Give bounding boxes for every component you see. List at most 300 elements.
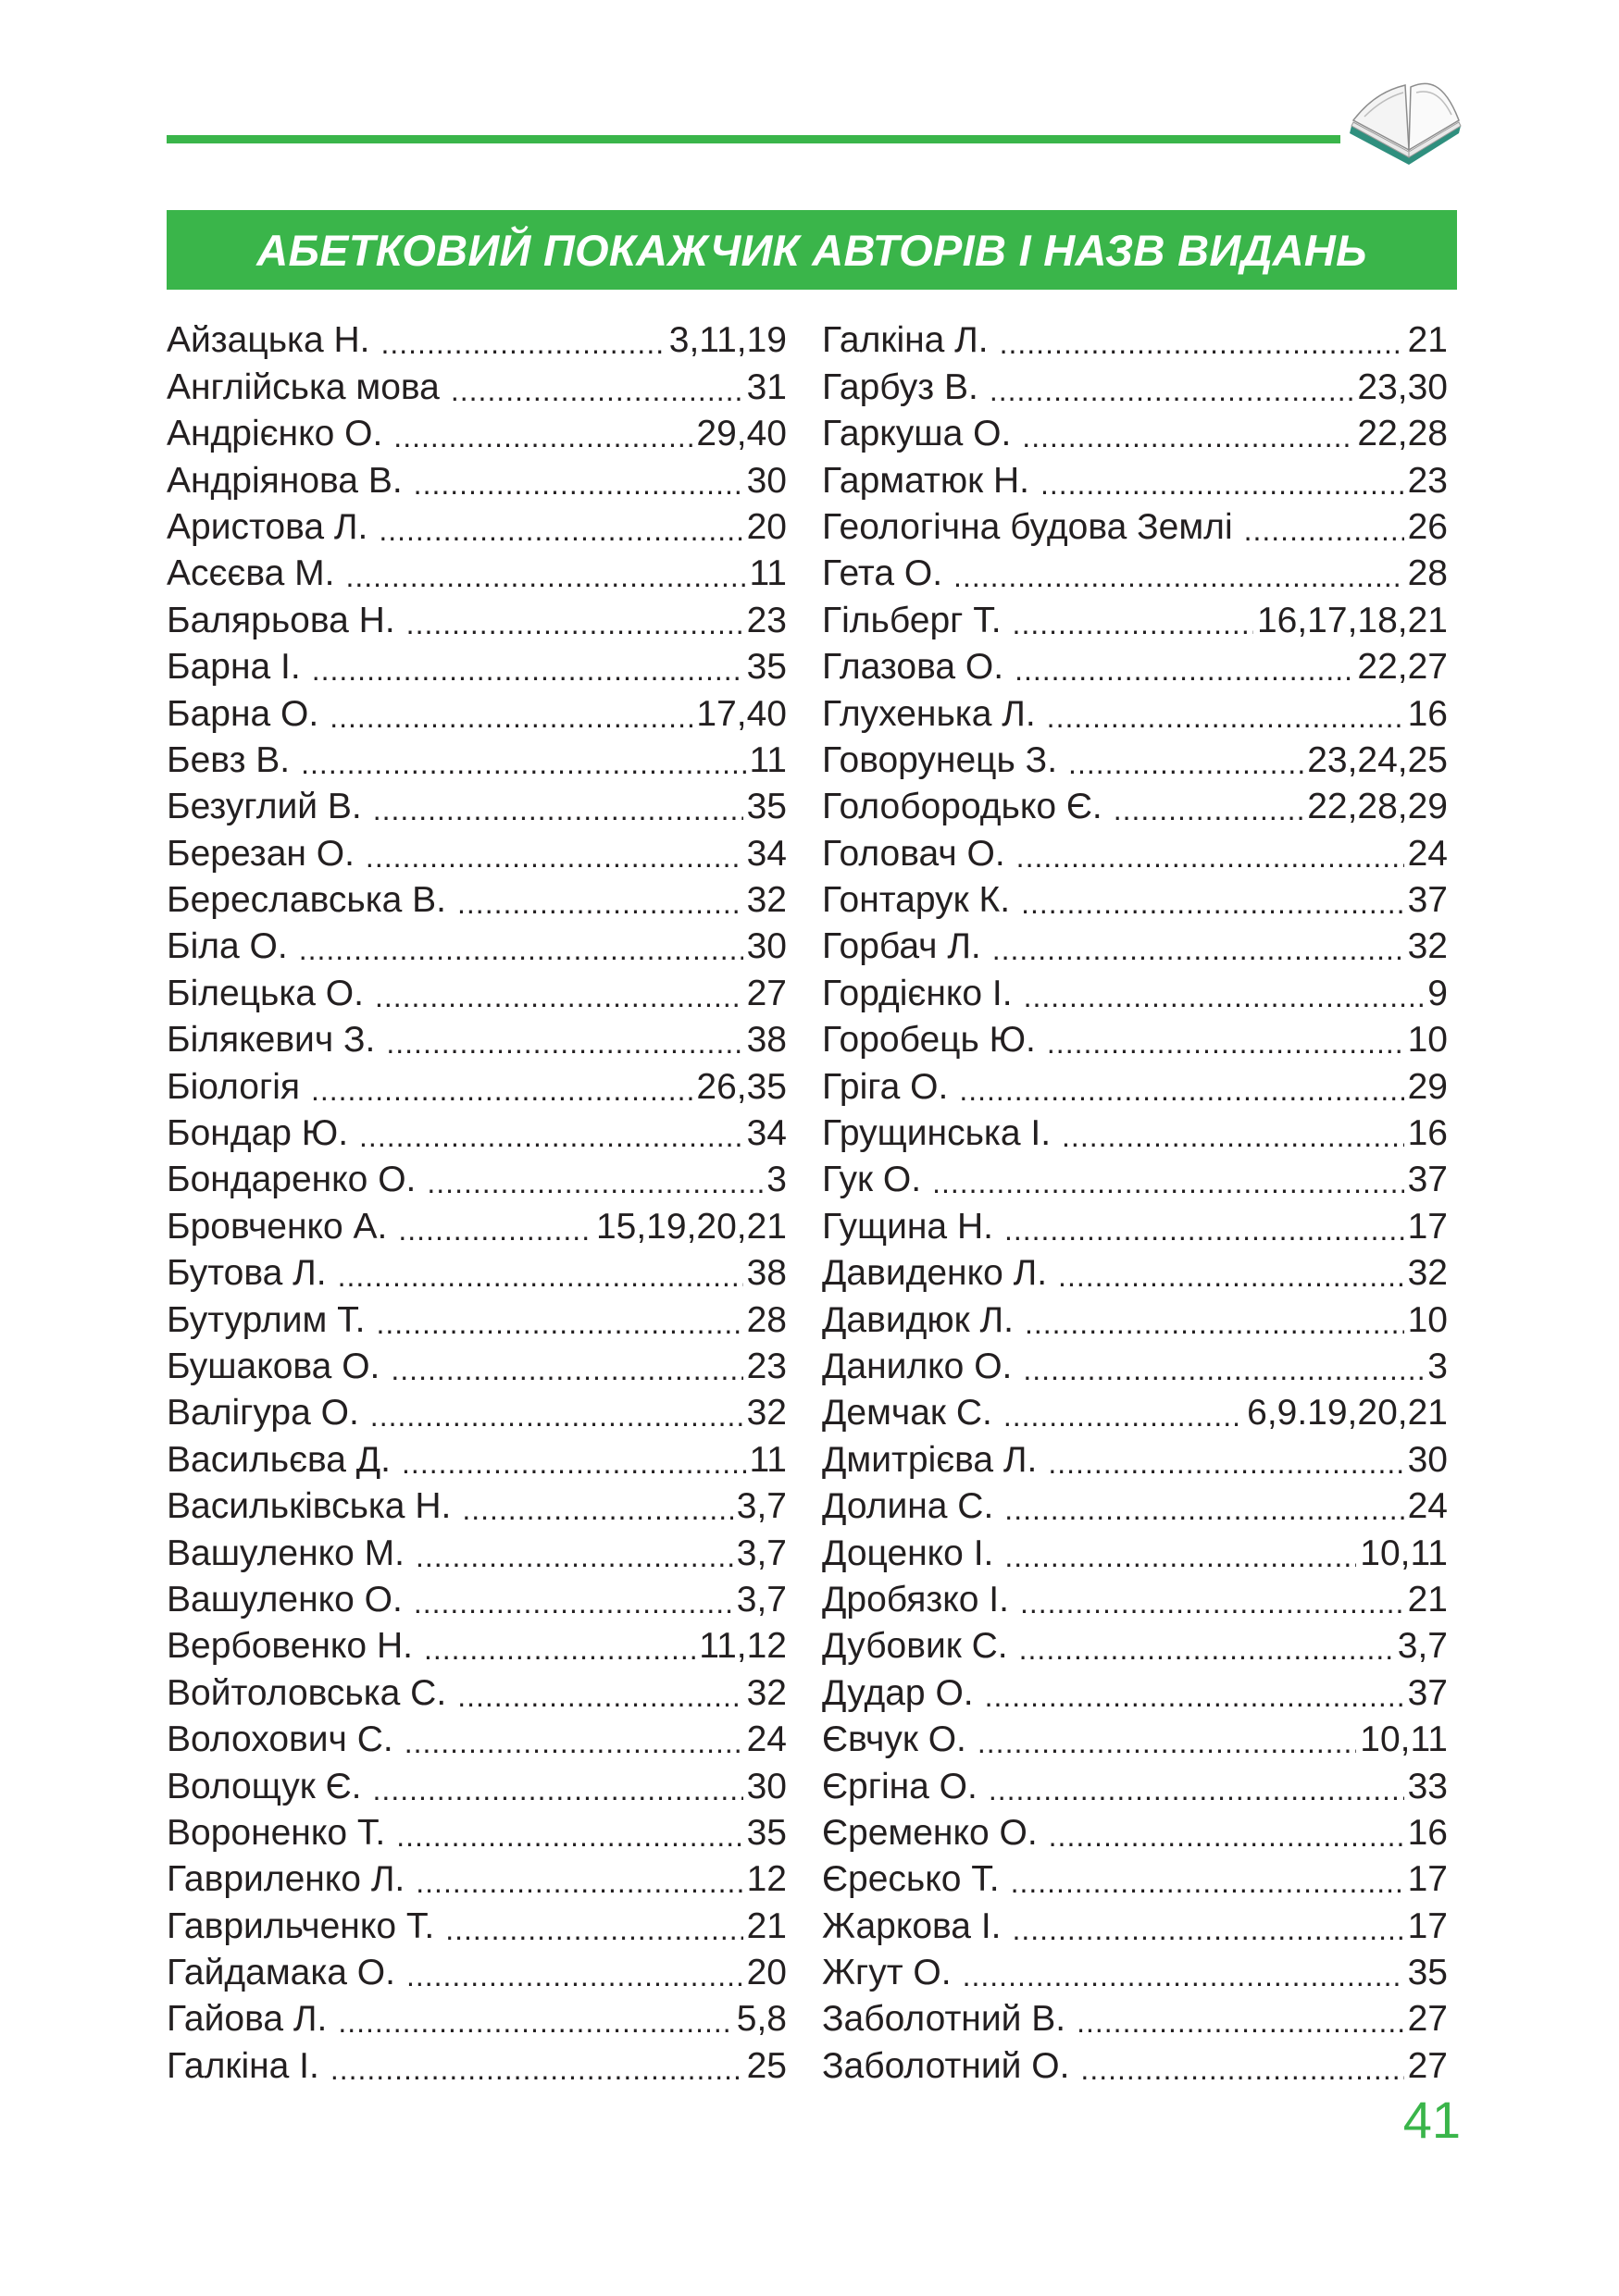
entry-pages: 20 bbox=[746, 1953, 787, 1993]
entry-name: Бушакова О. bbox=[167, 1346, 380, 1386]
entry-name: Демчак С. bbox=[822, 1393, 992, 1433]
entry-name: Єргіна О. bbox=[822, 1766, 978, 1806]
dot-leader bbox=[1114, 789, 1303, 830]
index-entry bbox=[167, 597, 787, 643]
index-entry bbox=[822, 1483, 1448, 1530]
entry-name: Галкіна І. bbox=[167, 2045, 319, 2086]
index-entry bbox=[167, 644, 787, 690]
dot-leader bbox=[396, 1816, 742, 1856]
index-entry bbox=[167, 738, 787, 784]
dot-leader bbox=[391, 1349, 742, 1390]
dot-leader bbox=[311, 1070, 692, 1111]
entry-name: Гонтарук К. bbox=[822, 880, 1011, 921]
entry-name: Дубовик С. bbox=[822, 1626, 1008, 1667]
dot-leader bbox=[978, 1722, 1356, 1763]
entry-name: Геологічна будова Землі bbox=[822, 506, 1233, 547]
entry-name: Аристова Л. bbox=[167, 506, 368, 547]
entry-name: Головач О. bbox=[822, 833, 1005, 874]
index-entry bbox=[167, 2042, 787, 2089]
entry-pages: 30 bbox=[1407, 1439, 1448, 1480]
index-entry bbox=[167, 1436, 787, 1483]
entry-pages: 3,7 bbox=[736, 1533, 787, 1573]
entry-pages: 34 bbox=[746, 1113, 787, 1154]
index-entry bbox=[167, 1810, 787, 1856]
entry-name: Глазова О. bbox=[822, 647, 1004, 688]
dot-leader bbox=[990, 370, 1354, 411]
index-entry bbox=[822, 1577, 1448, 1623]
entry-name: Гарбуз В. bbox=[822, 366, 978, 407]
entry-pages: 23,24,25 bbox=[1307, 739, 1448, 780]
entry-name: Барна І. bbox=[167, 647, 301, 688]
dot-leader bbox=[414, 1582, 733, 1623]
dot-leader bbox=[1013, 603, 1253, 644]
entry-name: Вашуленко М. bbox=[167, 1533, 405, 1573]
index-entry bbox=[822, 1344, 1448, 1390]
entry-name: Барна О. bbox=[167, 693, 319, 734]
index-entry bbox=[167, 1530, 787, 1576]
dot-leader bbox=[1019, 1629, 1394, 1669]
index-entry bbox=[167, 1669, 787, 1716]
dot-leader bbox=[1022, 416, 1353, 457]
dot-leader bbox=[1049, 1816, 1404, 1856]
dot-leader bbox=[963, 1955, 1404, 1996]
entry-name: Горобець Ю. bbox=[822, 1020, 1036, 1061]
dot-leader bbox=[338, 1256, 743, 1297]
entry-name: Гордієнко І. bbox=[822, 973, 1013, 1013]
entry-name: Андрієнко О. bbox=[167, 414, 383, 454]
entry-name: Береславська В. bbox=[167, 880, 447, 921]
index-entry bbox=[822, 317, 1448, 364]
dot-leader bbox=[989, 1769, 1404, 1810]
index-entry bbox=[822, 1903, 1448, 1949]
dot-leader bbox=[1020, 1582, 1404, 1623]
entry-pages: 20 bbox=[746, 506, 787, 547]
entry-name: Гаркуша О. bbox=[822, 414, 1012, 454]
index-entry bbox=[822, 830, 1448, 876]
index-entry bbox=[822, 1436, 1448, 1483]
dot-leader bbox=[1025, 1303, 1404, 1344]
entry-pages: 3,7 bbox=[736, 1579, 787, 1620]
index-entry bbox=[822, 504, 1448, 551]
entry-name: Дудар О. bbox=[822, 1672, 974, 1713]
entry-pages: 25 bbox=[746, 2045, 787, 2086]
entry-pages: 30 bbox=[746, 460, 787, 501]
dot-leader bbox=[427, 1162, 763, 1203]
entry-name: Доценко І. bbox=[822, 1533, 994, 1573]
entry-pages: 23 bbox=[746, 600, 787, 640]
index-entry bbox=[822, 1530, 1448, 1576]
entry-pages: 37 bbox=[1407, 880, 1448, 921]
entry-pages: 11,12 bbox=[699, 1626, 787, 1667]
dot-leader bbox=[301, 743, 745, 784]
entry-name: Волощук Є. bbox=[167, 1766, 362, 1806]
dot-leader bbox=[1004, 1489, 1403, 1530]
entry-pages: 35 bbox=[1407, 1953, 1448, 1993]
dot-leader bbox=[345, 556, 745, 597]
entry-name: Березан О. bbox=[167, 833, 355, 874]
dot-leader bbox=[373, 789, 743, 830]
dot-leader bbox=[1058, 1256, 1404, 1297]
index-entry bbox=[822, 1856, 1448, 1903]
dot-leader bbox=[414, 464, 743, 504]
entry-name: Валігура О. bbox=[167, 1393, 359, 1433]
dot-leader bbox=[1062, 1116, 1404, 1157]
dot-leader bbox=[416, 1536, 733, 1577]
entry-name: Бондаренко О. bbox=[167, 1160, 417, 1200]
index-entry bbox=[822, 1810, 1448, 1856]
entry-name: Вашуленко О. bbox=[167, 1579, 403, 1620]
dot-leader bbox=[1004, 1210, 1404, 1250]
entry-name: Балярьова Н. bbox=[167, 600, 395, 640]
entry-name: Галкіна Л. bbox=[822, 320, 989, 361]
entry-pages: 11 bbox=[749, 1439, 787, 1480]
index-entry bbox=[167, 457, 787, 503]
entry-name: Бутурлим Т. bbox=[167, 1299, 366, 1340]
entry-name: Біла О. bbox=[167, 926, 288, 967]
page-number: 41 bbox=[1402, 2091, 1461, 2149]
dot-leader bbox=[1068, 743, 1303, 784]
entry-pages: 16 bbox=[1407, 1113, 1448, 1154]
entry-pages: 10,11 bbox=[1360, 1719, 1448, 1760]
entry-name: Вороненко Т. bbox=[167, 1812, 386, 1853]
index-entry bbox=[822, 411, 1448, 457]
dot-leader bbox=[457, 1676, 742, 1717]
index-entry bbox=[822, 877, 1448, 924]
dot-leader bbox=[451, 370, 743, 411]
dot-leader bbox=[1011, 1862, 1404, 1903]
index-entry bbox=[167, 364, 787, 410]
entry-pages: 23 bbox=[746, 1346, 787, 1386]
dot-leader bbox=[1047, 697, 1404, 738]
dot-leader bbox=[379, 510, 742, 551]
index-entry bbox=[167, 924, 787, 970]
entry-name: Глухенька Л. bbox=[822, 693, 1036, 734]
entry-name: Гріга О. bbox=[822, 1066, 949, 1107]
dot-leader bbox=[359, 1116, 743, 1157]
index-entry bbox=[167, 1763, 787, 1809]
entry-name: Волохович С. bbox=[167, 1719, 393, 1760]
index-entry bbox=[167, 1950, 787, 1996]
dot-leader bbox=[375, 976, 743, 1017]
dot-leader bbox=[330, 697, 692, 738]
entry-pages: 3 bbox=[1427, 1346, 1448, 1386]
entry-name: Гайдамака О. bbox=[167, 1953, 395, 1993]
entry-name: Біологія bbox=[167, 1066, 300, 1107]
entry-pages: 21 bbox=[1407, 320, 1448, 361]
dot-leader bbox=[1016, 837, 1404, 877]
entry-name: Гайова Л. bbox=[167, 1999, 328, 2040]
entry-name: Гук О. bbox=[822, 1160, 922, 1200]
entry-pages: 5,8 bbox=[736, 1999, 787, 2040]
index-entry bbox=[167, 1390, 787, 1436]
entry-pages: 37 bbox=[1407, 1160, 1448, 1200]
index-entry bbox=[167, 1483, 787, 1530]
index-entry bbox=[167, 970, 787, 1016]
entry-name: Васильківська Н. bbox=[167, 1486, 452, 1527]
entry-pages: 3,7 bbox=[736, 1486, 787, 1527]
entry-name: Айзацька Н. bbox=[167, 320, 370, 361]
dot-leader bbox=[416, 1862, 742, 1903]
entry-name: Заболотний О. bbox=[822, 2045, 1070, 2086]
dot-leader bbox=[1244, 510, 1404, 551]
entry-pages: 30 bbox=[746, 926, 787, 967]
index-entry bbox=[167, 1903, 787, 1949]
index-entry bbox=[822, 690, 1448, 737]
dot-leader bbox=[959, 1070, 1403, 1111]
entry-pages: 16 bbox=[1407, 1812, 1448, 1853]
entry-name: Заболотний В. bbox=[822, 1999, 1066, 2040]
index-entry bbox=[167, 877, 787, 924]
dot-leader bbox=[1015, 650, 1353, 690]
entry-pages: 29,40 bbox=[696, 414, 787, 454]
index-entry bbox=[167, 784, 787, 830]
entry-name: Васильєва Д. bbox=[167, 1439, 392, 1480]
index-entry bbox=[167, 830, 787, 876]
index-entry bbox=[167, 1717, 787, 1763]
entry-pages: 17 bbox=[1407, 1206, 1448, 1247]
entry-pages: 17,40 bbox=[696, 693, 787, 734]
open-book-icon bbox=[1344, 68, 1464, 170]
index-entry bbox=[822, 457, 1448, 503]
index-entry bbox=[822, 1250, 1448, 1297]
entry-name: Вербовенко Н. bbox=[167, 1626, 413, 1667]
entry-name: Андріянова В. bbox=[167, 460, 403, 501]
index-entry bbox=[167, 1996, 787, 2042]
index-column-right bbox=[822, 317, 1448, 2090]
index-entry bbox=[167, 1111, 787, 1157]
dot-leader bbox=[1047, 1023, 1404, 1063]
entry-name: Бутова Л. bbox=[167, 1253, 327, 1294]
index-entry bbox=[822, 1996, 1448, 2042]
entry-pages: 23,30 bbox=[1357, 366, 1448, 407]
entry-pages: 10 bbox=[1407, 1299, 1448, 1340]
entry-pages: 3,7 bbox=[1397, 1626, 1448, 1667]
index-entry bbox=[167, 1577, 787, 1623]
entry-name: Єресько Т. bbox=[822, 1859, 1000, 1900]
entry-pages: 17 bbox=[1407, 1859, 1448, 1900]
entry-name: Данилко О. bbox=[822, 1346, 1013, 1386]
entry-name: Гаврильченко Т. bbox=[167, 1905, 435, 1946]
dot-leader bbox=[1003, 1396, 1243, 1436]
index-entry bbox=[822, 644, 1448, 690]
index-entry bbox=[822, 1157, 1448, 1203]
dot-leader bbox=[405, 1722, 743, 1763]
entry-pages: 24 bbox=[1407, 833, 1448, 874]
index-entry bbox=[822, 1063, 1448, 1110]
entry-pages: 31 bbox=[746, 366, 787, 407]
entry-name: Горбач Л. bbox=[822, 926, 981, 967]
entry-pages: 35 bbox=[746, 787, 787, 827]
entry-name: Жаркова І. bbox=[822, 1905, 1002, 1946]
dot-leader bbox=[424, 1629, 695, 1669]
index-entry bbox=[167, 1157, 787, 1203]
dot-leader bbox=[402, 1443, 745, 1483]
dot-leader bbox=[1004, 1536, 1356, 1577]
entry-name: Бевз В. bbox=[167, 739, 291, 780]
index-entry bbox=[822, 1017, 1448, 1063]
entry-pages: 32 bbox=[1407, 926, 1448, 967]
dot-leader bbox=[373, 1769, 743, 1810]
entry-name: Жгут О. bbox=[822, 1953, 952, 1993]
entry-name: Англійська мова bbox=[167, 366, 440, 407]
index-entry bbox=[822, 2042, 1448, 2089]
entry-pages: 27 bbox=[1407, 1999, 1448, 2040]
entry-name: Євчук О. bbox=[822, 1719, 966, 1760]
index-entry bbox=[822, 551, 1448, 597]
entry-name: Гущина Н. bbox=[822, 1206, 993, 1247]
section-title: АБЕТКОВИЙ ПОКАЖЧИК АВТОРІВ І НАЗВ ВИДАНЬ bbox=[167, 210, 1457, 290]
entry-name: Білецька О. bbox=[167, 973, 364, 1013]
entry-name: Гільберг Т. bbox=[822, 600, 1002, 640]
entry-name: Дмитрієва Л. bbox=[822, 1439, 1038, 1480]
dot-leader bbox=[1013, 1909, 1404, 1950]
dot-leader bbox=[985, 1676, 1404, 1717]
entry-pages: 17 bbox=[1407, 1905, 1448, 1946]
entry-pages: 29 bbox=[1407, 1066, 1448, 1107]
entry-pages: 35 bbox=[746, 647, 787, 688]
dot-leader bbox=[1023, 1349, 1424, 1390]
index-entry bbox=[822, 1203, 1448, 1249]
dot-leader bbox=[445, 1909, 742, 1950]
dot-leader bbox=[299, 929, 743, 970]
entry-name: Войтоловська С. bbox=[167, 1672, 447, 1713]
entry-pages: 22,28,29 bbox=[1307, 787, 1448, 827]
entry-name: Давидюк Л. bbox=[822, 1299, 1014, 1340]
dot-leader bbox=[953, 556, 1404, 597]
entry-pages: 3 bbox=[766, 1160, 787, 1200]
entry-name: Гарматюк Н. bbox=[822, 460, 1029, 501]
entry-pages: 27 bbox=[746, 973, 787, 1013]
entry-pages: 10,11 bbox=[1360, 1533, 1448, 1573]
entry-pages: 16 bbox=[1407, 693, 1448, 734]
dot-leader bbox=[393, 416, 692, 457]
dot-leader bbox=[457, 883, 743, 924]
entry-name: Говорунець З. bbox=[822, 739, 1058, 780]
index-entry bbox=[167, 411, 787, 457]
entry-pages: 22,27 bbox=[1357, 647, 1448, 688]
entry-pages: 24 bbox=[1407, 1486, 1448, 1527]
entry-pages: 9 bbox=[1427, 973, 1448, 1013]
entry-name: Бондар Ю. bbox=[167, 1113, 349, 1154]
dot-leader bbox=[398, 1210, 592, 1250]
dot-leader bbox=[1077, 2002, 1404, 2042]
index-entry bbox=[822, 738, 1448, 784]
entry-pages: 28 bbox=[1407, 553, 1448, 594]
index-entry bbox=[822, 970, 1448, 1016]
index-entry bbox=[167, 1344, 787, 1390]
entry-pages: 27 bbox=[1407, 2045, 1448, 2086]
index-entry bbox=[167, 1297, 787, 1343]
entry-pages: 24 bbox=[746, 1719, 787, 1760]
index-entry bbox=[822, 784, 1448, 830]
index-entry bbox=[167, 317, 787, 364]
entry-name: Давиденко Л. bbox=[822, 1253, 1048, 1294]
entry-name: Голобородько Є. bbox=[822, 787, 1102, 827]
entry-pages: 26 bbox=[1407, 506, 1448, 547]
entry-pages: 37 bbox=[1407, 1672, 1448, 1713]
dot-leader bbox=[366, 837, 743, 877]
entry-pages: 11 bbox=[749, 739, 787, 780]
index-entry bbox=[822, 924, 1448, 970]
index-entry bbox=[822, 1717, 1448, 1763]
entry-pages: 23 bbox=[1407, 460, 1448, 501]
entry-pages: 32 bbox=[746, 1393, 787, 1433]
index-column-left bbox=[167, 317, 787, 2090]
entry-name: Долина С. bbox=[822, 1486, 994, 1527]
entry-pages: 10 bbox=[1407, 1020, 1448, 1061]
entry-pages: 11 bbox=[749, 553, 787, 594]
dot-leader bbox=[338, 2002, 732, 2042]
entry-pages: 16,17,18,21 bbox=[1256, 600, 1448, 640]
entry-name: Гета О. bbox=[822, 553, 943, 594]
entry-pages: 21 bbox=[746, 1905, 787, 1946]
entry-pages: 28 bbox=[746, 1299, 787, 1340]
entry-pages: 34 bbox=[746, 833, 787, 874]
entry-pages: 3,11,19 bbox=[668, 320, 787, 361]
entry-name: Білякевич З. bbox=[167, 1020, 376, 1061]
dot-leader bbox=[1021, 883, 1404, 924]
entry-pages: 32 bbox=[746, 1672, 787, 1713]
dot-leader bbox=[312, 650, 743, 690]
index-entry bbox=[167, 1250, 787, 1297]
index-entry bbox=[822, 1623, 1448, 1669]
index-entry bbox=[822, 597, 1448, 643]
dot-leader bbox=[330, 2049, 743, 2090]
entry-pages: 38 bbox=[746, 1253, 787, 1294]
dot-leader bbox=[370, 1396, 743, 1436]
entry-pages: 30 bbox=[746, 1766, 787, 1806]
dot-leader bbox=[1040, 464, 1404, 504]
entry-name: Асєєва М. bbox=[167, 553, 335, 594]
entry-name: Грущинська І. bbox=[822, 1113, 1052, 1154]
entry-name: Безуглий В. bbox=[167, 787, 362, 827]
entry-pages: 33 bbox=[1407, 1766, 1448, 1806]
index-entry bbox=[822, 1763, 1448, 1809]
dot-leader bbox=[462, 1489, 732, 1530]
index-entry bbox=[167, 1203, 787, 1249]
dot-leader bbox=[1000, 323, 1404, 364]
dot-leader bbox=[380, 323, 665, 364]
index-entry bbox=[167, 1063, 787, 1110]
entry-pages: 32 bbox=[746, 880, 787, 921]
index-entry bbox=[167, 504, 787, 551]
index-entry bbox=[822, 1297, 1448, 1343]
index-entry bbox=[167, 551, 787, 597]
index-entry bbox=[822, 1390, 1448, 1436]
dot-leader bbox=[1080, 2049, 1403, 2090]
dot-leader bbox=[386, 1023, 742, 1063]
header-rule bbox=[167, 135, 1340, 143]
index-entry bbox=[822, 1111, 1448, 1157]
entry-pages: 38 bbox=[746, 1020, 787, 1061]
entry-pages: 26,35 bbox=[696, 1066, 787, 1107]
dot-leader bbox=[406, 603, 743, 644]
entry-name: Дробязко І. bbox=[822, 1579, 1009, 1620]
entry-pages: 32 bbox=[1407, 1253, 1448, 1294]
dot-leader bbox=[406, 1955, 743, 1996]
index-entry bbox=[167, 690, 787, 737]
entry-pages: 6,9.19,20,21 bbox=[1247, 1393, 1448, 1433]
dot-leader bbox=[376, 1303, 742, 1344]
dot-leader bbox=[1024, 976, 1425, 1017]
index-entry bbox=[822, 364, 1448, 410]
entry-name: Гавриленко Л. bbox=[167, 1859, 405, 1900]
entry-pages: 12 bbox=[746, 1859, 787, 1900]
index-entry bbox=[822, 1669, 1448, 1716]
dot-leader bbox=[932, 1162, 1404, 1203]
entry-name: Єременко О. bbox=[822, 1812, 1038, 1853]
dot-leader bbox=[992, 929, 1404, 970]
